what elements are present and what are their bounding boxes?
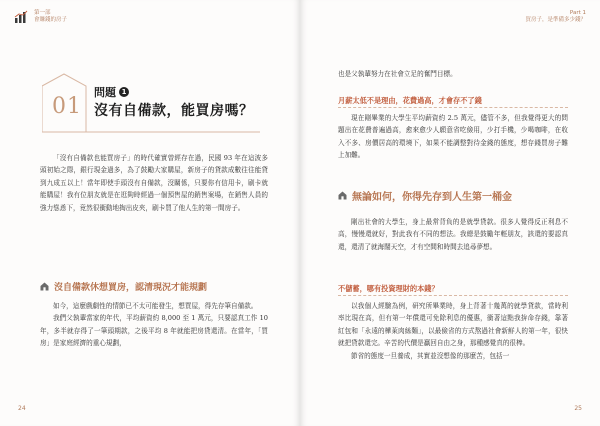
right-header-subtitle: 買房子，是準備多少錢？ <box>525 17 586 23</box>
paragraph: 節省的態度一旦養成，其實並沒想像的那麼苦，包括一 <box>351 351 510 360</box>
divider <box>338 295 568 296</box>
question-label-text: 問題 <box>94 86 116 99</box>
house-icon <box>338 191 347 200</box>
sub1-text <box>338 112 568 162</box>
left-header-chapter: 第一部 <box>34 10 51 16</box>
right-page <box>300 0 600 426</box>
right-header <box>525 10 586 24</box>
page-number-left: 24 <box>18 405 26 412</box>
question-number: 01 <box>52 94 82 119</box>
section-heading-text: 沒自備款休想買房，認清現況才能規劃 <box>54 283 208 293</box>
paragraph: 如今，這麼戲劇性的情節已不太可能發生，想買屋，得先存筆自備款。 <box>53 302 258 310</box>
house-icon <box>40 282 49 291</box>
sub2-text <box>338 300 568 362</box>
section2-text <box>338 216 568 253</box>
intro-text <box>40 152 268 214</box>
question-box <box>42 72 262 136</box>
section-heading <box>40 280 207 293</box>
page-number-right: 25 <box>574 405 582 412</box>
section-heading <box>338 188 512 203</box>
paragraph: 「沒有自備款也能買房子」的時代確實曾經存在過，民國 93 年在這波多頭初始之際，銀行現金過多，為了鼓勵大家購屋，新房子的貸款成數往往能貸到九成五以上！當年即使手頭沒有自備款，沒關係，只要你有信用卡，刷卡就能購屋！我有位朋友就是在逛夠時經過一個預售屋的銷售案場，在銷售人員的強力慫恿下，竟然很衝動地掏出皮夾，刷卡買了他人生的第一間房子。 <box>40 154 268 212</box>
question-title: 沒有自備款，能買房嗎？ <box>94 103 254 119</box>
sub-heading: 月薪太低不是理由，花費過高，才會存不了錢 <box>338 96 482 105</box>
section1-text <box>40 300 268 350</box>
paragraph: 我們父執輩當家的年代，平均薪資約 8,000 至 1 萬元，只要認真工作 10 年，多半就存得了一筆頭期款，之後平均 8 年就能把房貸還清。在當年，「買房」是家庭經濟的重心規劃， <box>40 314 268 348</box>
left-header-subtitle: 會賺錢的房子 <box>34 17 68 23</box>
question-badge: 1 <box>119 87 129 97</box>
sub-heading: 不儲蓄，哪有投資理財的本錢？ <box>338 284 439 293</box>
top-text <box>338 68 568 80</box>
paragraph: 也是父執輩努力在社會立足的奮鬥目標。 <box>338 70 457 78</box>
question-label <box>94 84 129 100</box>
right-header-part: Part 1 <box>569 10 586 16</box>
left-header <box>14 10 67 24</box>
bar-chart-house-icon <box>14 10 28 24</box>
paragraph: 以我個人經驗為例，研究所畢業時，身上背著十幾萬的就學貸款，當時利率比現在高，但有第一年償還可免除利息的優惠，衝著這點我拚命存錢，靠著紅包和「永遠的樺萊肉絲麵」，以最儉省的方式熬過社會新鮮人的第一年，很快就把貸款還完。辛苦的代價是贏回自由之身，那種感覺真的很棒。 <box>338 302 568 348</box>
section-heading-text: 無論如何，你得先存到人生第一桶金 <box>352 192 512 203</box>
divider <box>338 107 568 108</box>
paragraph: 剛出社會的大學生，身上最常背負的是就學貸款。很多人覺得反正利息不高，慢慢還就好，對此我有不同的想法。我總是鼓勵年輕朋友，該還的要認真還，還清了就海闊天空，才有空間和時間去追尋夢想。 <box>338 218 568 251</box>
paragraph: 現在剛畢業的大學生平均薪資約 2.5 萬元，儘管不多，但我覺得更大的問題出在花費普遍過高，愈來愈少人願意省吃儉用，少打手機，少喝咖啡，在收入不多、房價居高的環境下，如果不能調整對待金錢的態度，想存錢買房子難上加難。 <box>338 114 568 160</box>
